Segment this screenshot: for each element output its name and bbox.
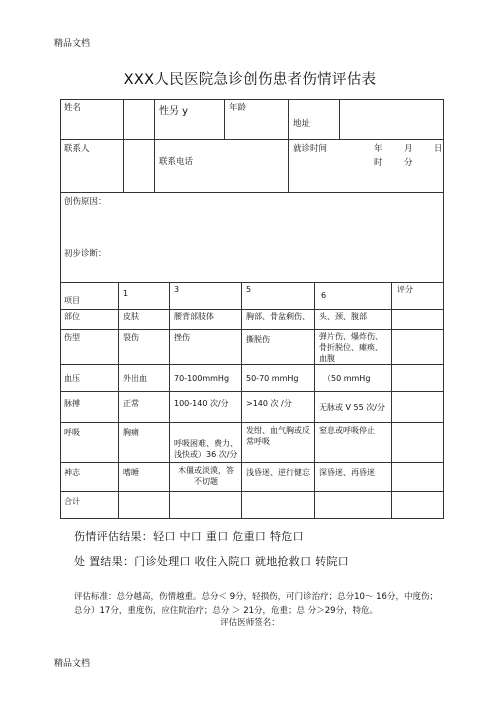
item-header: 项目 [64, 296, 80, 305]
table-cell: 弹片伤、爆炸伤、骨折脱位、瘫痪、血腹 [319, 332, 383, 363]
hour-label: 时 [374, 158, 383, 168]
diagnosis-label: 初步诊断： [64, 249, 107, 259]
minute-label: 分 [404, 158, 413, 168]
table-cell: >140 次 /分 [246, 399, 292, 408]
table-cell: 胸部、骨盆剩伤、 [246, 312, 310, 321]
table-cell: 浅昏迷、逆行健忘 [246, 468, 310, 477]
col-divider [118, 282, 119, 519]
col-divider [154, 100, 155, 139]
table-cell: 50-70 mmHg [246, 374, 299, 383]
col-divider [314, 282, 315, 519]
criteria-text: 评估标准：总分越高，伤情越重。总分＜ 9分，轻损伤，可门诊治疗；总分10～ 16分，中度伤；总分）17分，重度伤，应住院治疗；总分 ＞ 21分，危重；总 分＞29分，特危。 [74, 592, 438, 616]
table-cell: 裂伤 [123, 333, 139, 342]
disposal-result: 处 置结果：门诊处理口 收住入院口 就地抢救口 转院口 [74, 555, 350, 568]
score-col-3: 3 [174, 285, 180, 294]
score-col-1: 1 [123, 289, 129, 298]
row-divider [61, 192, 443, 193]
row-label-injury-type: 伤型 [64, 333, 80, 342]
col-divider [391, 282, 392, 519]
row-label-total: 合计 [64, 497, 80, 506]
row-label-blood-pressure: 血压 [64, 374, 80, 383]
table-cell: 头、颈、腹部 [319, 312, 367, 321]
signature-label: 评估医师签名： [220, 618, 280, 628]
col-divider [241, 282, 242, 519]
year-label: 年 [374, 144, 383, 154]
table-cell: 正常 [123, 399, 139, 408]
col-divider [169, 282, 170, 519]
col-divider [123, 100, 124, 192]
table-cell: 无脉或 V 55 次/分 [319, 403, 385, 412]
table-cell: 70-100mmHg [174, 374, 230, 383]
row-divider [61, 139, 443, 140]
table-cell: 外出血 [123, 374, 147, 383]
header-label: 精品文档 [54, 39, 91, 49]
table-cell: 深昏迷、再昏迷 [319, 468, 375, 477]
row-label-respiration: 呼吸 [64, 428, 80, 437]
col-divider [288, 100, 289, 192]
col-divider [224, 100, 225, 139]
visit-time-label: 就诊时间 [293, 144, 328, 154]
col-divider [154, 139, 155, 192]
score-col-5: 5 [246, 285, 252, 294]
table-cell: 木僵或淡漠，答 不切题 [178, 466, 234, 486]
table-cell: 100-140 次/分 [174, 399, 229, 408]
score-header: 评分 [397, 285, 413, 294]
name-label: 姓名 [64, 103, 82, 113]
table-cell: （50 mmHg [323, 374, 371, 383]
assessment-form [60, 99, 444, 519]
table-cell: 嗜睡 [123, 468, 139, 477]
table-cell: 皮肤 [123, 312, 139, 321]
score-col-6: 6 [321, 291, 327, 300]
address-label: 地址 [293, 119, 311, 129]
col-divider [339, 100, 340, 139]
table-cell: 胸痛 [123, 428, 139, 437]
table-cell: 挫伤 [174, 333, 190, 342]
row-label-pulse: 脉搏 [64, 399, 80, 408]
month-label: 月 [404, 144, 413, 154]
day-label: 日 [434, 144, 443, 154]
row-label-consciousness: 神志 [64, 468, 80, 477]
assessment-result: 伤情评估结果：轻口 中口 重口 危重口 特危口 [74, 530, 304, 543]
table-cell: 撕脱伤 [246, 335, 270, 344]
cause-label: 创伤原因： [64, 197, 107, 207]
row-label-location: 部位 [64, 312, 80, 321]
table-cell: 窒息或呼吸停止 [319, 426, 375, 435]
table-cell: 发绀、血气胸或反常呼吸 [246, 426, 310, 446]
table-cell: 腰背部肢体 [174, 312, 214, 321]
table-cell: 呼吸困难、费力、浅快或）36 次/分 [174, 439, 238, 459]
scoring-criteria [74, 590, 444, 618]
age-label: 年龄 [229, 103, 247, 113]
contact-label: 联系人 [64, 144, 90, 154]
gender-label: 性另 y [159, 106, 189, 117]
form-title: XXX人民医院急诊创伤患者伤情评估表 [123, 72, 377, 88]
phone-label: 联系电话 [159, 157, 194, 167]
footer-label: 精品文档 [54, 659, 91, 669]
